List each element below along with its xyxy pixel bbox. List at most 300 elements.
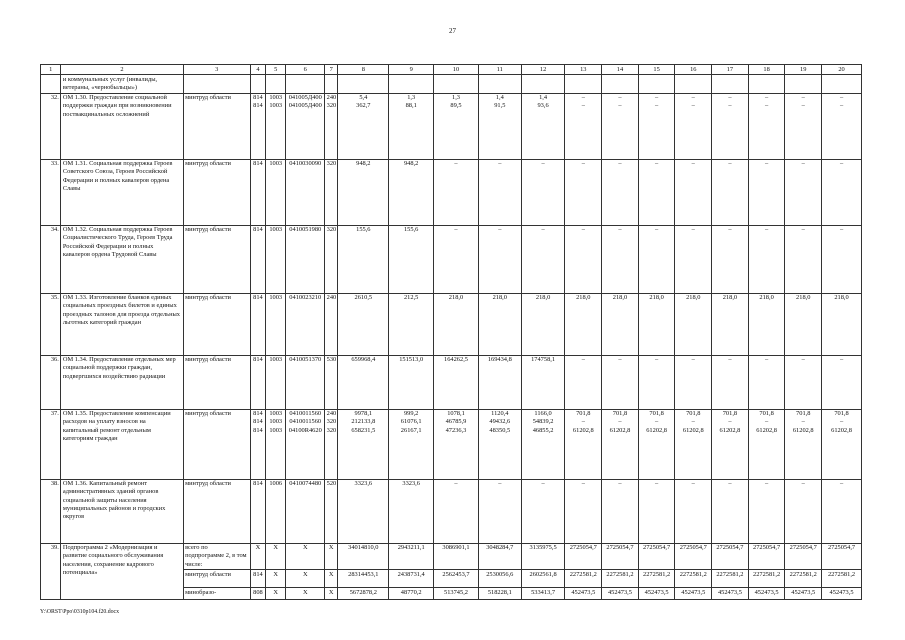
- value: –: [618, 160, 622, 168]
- value: –: [618, 418, 622, 426]
- value-cell: [675, 293, 712, 355]
- value: 61202,8: [646, 426, 668, 434]
- value-cell: [338, 479, 389, 543]
- value: –: [618, 94, 622, 102]
- row-number: 33.: [41, 159, 61, 225]
- value: –: [764, 94, 769, 102]
- table-row: [41, 479, 862, 543]
- value: 701,8: [686, 410, 701, 418]
- value-cell: 2725054,7: [602, 543, 639, 570]
- target-article-code: 0410051980: [286, 225, 325, 293]
- value: –: [691, 160, 695, 168]
- value: 1078,1: [447, 410, 465, 418]
- ministry-code: 808: [250, 588, 265, 600]
- value-cell: [434, 159, 479, 225]
- value-cell: [565, 409, 602, 479]
- value: –: [691, 480, 695, 488]
- empty-cell: [602, 75, 639, 94]
- value: –: [581, 356, 585, 364]
- value: –: [728, 356, 732, 364]
- value: 88,1: [405, 102, 417, 110]
- value-cell: [748, 293, 785, 355]
- executor: минтруд области: [183, 93, 250, 159]
- subprogram-name: Подпрограмма 2 «Модернизация и развитие социального обслуживания населения, сохранение кадрового потенциала»: [61, 543, 183, 600]
- ministry-code: 814 814 814: [250, 409, 265, 479]
- column-number: 7: [325, 65, 338, 75]
- target-article-code: X: [286, 588, 325, 600]
- value: –: [655, 94, 659, 102]
- value-cell: [434, 225, 479, 293]
- row-number: 37.: [41, 409, 61, 479]
- empty-cell: [478, 75, 521, 94]
- executor: минтруд области: [183, 570, 250, 588]
- value-cell: [521, 293, 565, 355]
- empty-cell: [266, 75, 286, 94]
- target-article-code: X: [286, 570, 325, 588]
- value: 999,2: [403, 410, 419, 418]
- value: –: [655, 356, 659, 364]
- value: –: [801, 356, 805, 364]
- value: –: [541, 480, 545, 488]
- value: 54839,2: [532, 418, 554, 426]
- value-cell: [338, 409, 389, 479]
- target-article-code: 0410030090: [286, 159, 325, 225]
- target-article-code: 041005Д400 041005Д400: [286, 93, 325, 159]
- table-row: [41, 409, 862, 479]
- value: –: [801, 480, 805, 488]
- value: –: [618, 356, 622, 364]
- value: 3323,6: [354, 480, 373, 488]
- column-number: 3: [183, 65, 250, 75]
- value-cell: 2725054,7: [748, 543, 785, 570]
- expense-type-code: 240: [325, 293, 338, 355]
- value: –: [454, 226, 458, 234]
- value-cell: [389, 293, 434, 355]
- value-cell: [748, 355, 785, 409]
- value-cell: [434, 355, 479, 409]
- column-number: 10: [434, 65, 479, 75]
- value: 218,0: [492, 294, 507, 302]
- value-cell: [822, 479, 862, 543]
- row-number: 38.: [41, 479, 61, 543]
- value: 46785,9: [445, 418, 467, 426]
- expense-type-code: X: [325, 543, 338, 570]
- value: –: [655, 480, 659, 488]
- value-cell: [478, 293, 521, 355]
- value: 362,7: [356, 102, 371, 110]
- row-number: 32.: [41, 93, 61, 159]
- value: –: [541, 226, 545, 234]
- value: –: [691, 226, 695, 234]
- value-cell: [389, 159, 434, 225]
- value: –: [691, 102, 695, 110]
- ministry-code: 814 814: [250, 93, 265, 159]
- value: –: [498, 160, 502, 168]
- target-article-code: 0410074480: [286, 479, 325, 543]
- value-cell: 34014810,0: [338, 543, 389, 570]
- executor: минтруд области: [183, 479, 250, 543]
- value-cell: [565, 225, 602, 293]
- target-article-code: 0410011560 0410011560 04100R4620: [286, 409, 325, 479]
- value: –: [581, 226, 585, 234]
- value-cell: [638, 159, 675, 225]
- value: 151513,0: [399, 356, 424, 364]
- value: 218,0: [448, 294, 464, 302]
- measure-name: ОМ 1.36. Капитальный ремонт административных зданий органов социальной защиты населения муниципальных районов и городских округов: [61, 479, 183, 543]
- value: –: [581, 418, 585, 426]
- expense-type-code: X: [325, 588, 338, 600]
- value: –: [801, 102, 805, 110]
- value: 1120,4: [491, 410, 509, 418]
- value-cell: [785, 225, 822, 293]
- empty-cell: [434, 75, 479, 94]
- empty-cell: [822, 75, 862, 94]
- column-number: 8: [338, 65, 389, 75]
- value: 1,4: [539, 94, 548, 102]
- value-cell: 2272581,2: [602, 570, 639, 588]
- budget-table: [40, 64, 862, 600]
- value-cell: [822, 293, 862, 355]
- value-cell: [822, 355, 862, 409]
- value-cell: 2438731,4: [389, 570, 434, 588]
- value-cell: [389, 225, 434, 293]
- value-cell: [675, 479, 712, 543]
- section-code: X: [266, 570, 286, 588]
- value: 212133,8: [351, 418, 376, 426]
- value-cell: 48770,2: [389, 588, 434, 600]
- value: 155,6: [403, 226, 419, 234]
- value-cell: [748, 225, 785, 293]
- value-cell: [389, 93, 434, 159]
- value-cell: [712, 355, 749, 409]
- column-number: 13: [565, 65, 602, 75]
- value-cell: [338, 355, 389, 409]
- value: 218,0: [686, 294, 701, 302]
- target-article-code: 0410023210: [286, 293, 325, 355]
- value: 26167,1: [400, 426, 422, 434]
- value-cell: [712, 479, 749, 543]
- executor: минтруд области: [183, 293, 250, 355]
- value-cell: [785, 93, 822, 159]
- ministry-code: 814: [250, 479, 265, 543]
- target-article-code: X: [286, 543, 325, 570]
- row-number: 39.: [41, 543, 61, 600]
- column-number: 5: [266, 65, 286, 75]
- value-cell: [785, 293, 822, 355]
- value-cell: 2943211,1: [389, 543, 434, 570]
- expense-type-code: 320: [325, 225, 338, 293]
- measure-name: ОМ 1.35. Предоставление компенсации расходов на уплату взносов на капитальный ремонт отдельным категориям граждан: [61, 409, 183, 479]
- value-cell: 2602561,8: [521, 570, 565, 588]
- empty-cell: [748, 75, 785, 94]
- column-number: 19: [785, 65, 822, 75]
- ministry-code: 814: [250, 159, 265, 225]
- value: 1,3: [407, 94, 416, 102]
- column-number: 15: [638, 65, 675, 75]
- value: 61202,8: [719, 426, 741, 434]
- value-cell: [521, 409, 565, 479]
- ministry-code: 814: [250, 355, 265, 409]
- value: –: [728, 102, 732, 110]
- value: 701,8: [576, 410, 591, 418]
- value-cell: [602, 409, 639, 479]
- value-cell: 2562453,7: [434, 570, 479, 588]
- value-cell: [675, 225, 712, 293]
- value-cell: [712, 93, 749, 159]
- value: –: [764, 160, 769, 168]
- column-number: 20: [822, 65, 862, 75]
- value: 658231,5: [351, 426, 376, 434]
- value-cell: 2530056,6: [478, 570, 521, 588]
- section-code: 1003 1003: [266, 93, 286, 159]
- expense-type-code: 240 320 320: [325, 409, 338, 479]
- section-code: 1003: [266, 293, 286, 355]
- value-cell: 2725054,7: [638, 543, 675, 570]
- value: 174758,1: [531, 356, 556, 364]
- column-number: 9: [389, 65, 434, 75]
- value: 5,4: [359, 94, 368, 102]
- value: 61202,8: [572, 426, 594, 434]
- ministry-code: 814: [250, 570, 265, 588]
- value-cell: [565, 159, 602, 225]
- value-cell: 2272581,2: [822, 570, 862, 588]
- executor: минтруд области: [183, 225, 250, 293]
- value: 164262,5: [444, 356, 468, 364]
- value: –: [728, 160, 732, 168]
- value: 212,5: [403, 294, 419, 302]
- value: 93,6: [537, 102, 549, 110]
- value: –: [839, 356, 844, 364]
- value-cell: 2272581,2: [785, 570, 822, 588]
- value: 701,8: [722, 410, 738, 418]
- value: –: [801, 226, 805, 234]
- value: 47236,3: [445, 426, 467, 434]
- empty-cell: [183, 75, 250, 94]
- row-number: 34.: [41, 225, 61, 293]
- value-cell: [822, 409, 862, 479]
- column-number: 12: [521, 65, 565, 75]
- measure-name: и коммунальных услуг (инвалиды, ветераны, «чернобыльцы»): [61, 75, 183, 94]
- value: –: [839, 480, 844, 488]
- ministry-code: X: [250, 543, 265, 570]
- value-cell: [478, 159, 521, 225]
- value-cell: 3048284,7: [478, 543, 521, 570]
- value-cell: 452473,5: [748, 588, 785, 600]
- value-cell: 452473,5: [602, 588, 639, 600]
- value: 46855,2: [532, 426, 554, 434]
- executor: минтруд области: [183, 355, 250, 409]
- expense-type-code: 530: [325, 355, 338, 409]
- value: –: [764, 480, 769, 488]
- value: –: [655, 226, 659, 234]
- value-cell: [748, 93, 785, 159]
- value-cell: 3086901,1: [434, 543, 479, 570]
- value: –: [728, 480, 732, 488]
- value-cell: [338, 159, 389, 225]
- empty-cell: [675, 75, 712, 94]
- value-cell: 28314453,1: [338, 570, 389, 588]
- expense-type-code: 240 320: [325, 93, 338, 159]
- value: –: [655, 160, 659, 168]
- value: –: [581, 480, 585, 488]
- value: –: [764, 102, 769, 110]
- value: –: [728, 94, 732, 102]
- value: 2610,5: [354, 294, 373, 302]
- row-number: 36.: [41, 355, 61, 409]
- value: 48350,5: [489, 426, 511, 434]
- value-cell: [748, 159, 785, 225]
- section-code: 1003: [266, 225, 286, 293]
- value-cell: 2725054,7: [712, 543, 749, 570]
- value-cell: [389, 409, 434, 479]
- value: 701,8: [834, 410, 849, 418]
- section-code: 1003: [266, 159, 286, 225]
- row-number-cell: [41, 75, 61, 94]
- measure-name: ОМ 1.31. Социальная поддержка Героев Советского Союза, Героев Российской Федерации и полных кавалеров ордена Славы: [61, 159, 183, 225]
- section-code: X: [266, 543, 286, 570]
- value-cell: [478, 409, 521, 479]
- value-cell: 5672878,2: [338, 588, 389, 600]
- value-cell: [822, 225, 862, 293]
- value-cell: [712, 159, 749, 225]
- value-cell: [675, 409, 712, 479]
- value-cell: [785, 409, 822, 479]
- value: –: [618, 480, 622, 488]
- value: –: [618, 226, 622, 234]
- empty-cell: [389, 75, 434, 94]
- value: 948,2: [356, 160, 371, 168]
- column-number: 2: [61, 65, 183, 75]
- table-row: [41, 93, 862, 159]
- value-cell: 2272581,2: [638, 570, 675, 588]
- ministry-code: 814: [250, 293, 265, 355]
- value: 218,0: [649, 294, 664, 302]
- measure-name: ОМ 1.33. Изготовление бланков единых социальных проездных билетов и единых проездных талонов для проезда отдельных льготных категорий граждан: [61, 293, 183, 355]
- value: –: [728, 226, 732, 234]
- value: –: [764, 226, 769, 234]
- table-row: [41, 355, 862, 409]
- value-cell: [521, 355, 565, 409]
- value-cell: [638, 355, 675, 409]
- value-cell: [565, 93, 602, 159]
- value-cell: [748, 479, 785, 543]
- column-number: 14: [602, 65, 639, 75]
- value: –: [618, 102, 622, 110]
- value: –: [541, 160, 545, 168]
- value-cell: [748, 409, 785, 479]
- value-cell: 452473,5: [822, 588, 862, 600]
- column-number: 18: [748, 65, 785, 75]
- value-cell: [338, 93, 389, 159]
- value-cell: [638, 409, 675, 479]
- section-code: 1003 1003 1003: [266, 409, 286, 479]
- value-cell: [478, 225, 521, 293]
- value: 218,0: [576, 294, 591, 302]
- executor: всего по подпрограмме 2, в том числе:: [183, 543, 250, 570]
- value: 218,0: [612, 294, 628, 302]
- value-cell: 452473,5: [565, 588, 602, 600]
- value: –: [691, 356, 695, 364]
- value-cell: [712, 225, 749, 293]
- value: 218,0: [834, 294, 849, 302]
- value-cell: [602, 93, 639, 159]
- target-article-code: 0410051370: [286, 355, 325, 409]
- value-cell: 533413,7: [521, 588, 565, 600]
- value-cell: [785, 479, 822, 543]
- table-row: [41, 293, 862, 355]
- empty-cell: [250, 75, 265, 94]
- value-cell: [338, 293, 389, 355]
- value: 49432,6: [489, 418, 511, 426]
- measure-name: ОМ 1.32. Социальная поддержка Героев Социалистического Труда, Героев Труда Российской Федерации и полных кавалеров ордена Трудовой Славы: [61, 225, 183, 293]
- value-cell: [638, 93, 675, 159]
- value: 218,0: [722, 294, 738, 302]
- measure-name: ОМ 1.34. Предоставление отдельных мер социальной поддержки граждан, подвергшихся воздействию радиации: [61, 355, 183, 409]
- value-cell: [638, 225, 675, 293]
- value-cell: 2725054,7: [565, 543, 602, 570]
- column-number: 1: [41, 65, 61, 75]
- value: –: [801, 418, 805, 426]
- value-cell: [478, 355, 521, 409]
- value-cell: [675, 93, 712, 159]
- value: 701,8: [612, 410, 628, 418]
- value: 1,3: [452, 94, 460, 102]
- empty-cell: [521, 75, 565, 94]
- value: 701,8: [796, 410, 811, 418]
- value-cell: 2725054,7: [822, 543, 862, 570]
- value: 61202,8: [609, 426, 631, 434]
- expense-type-code: X: [325, 570, 338, 588]
- value-cell: 2272581,2: [675, 570, 712, 588]
- value-cell: 2272581,2: [712, 570, 749, 588]
- value-cell: [389, 355, 434, 409]
- empty-cell: [565, 75, 602, 94]
- value: –: [454, 160, 458, 168]
- value-cell: [712, 293, 749, 355]
- value-cell: [338, 225, 389, 293]
- value-cell: [675, 159, 712, 225]
- value-cell: [434, 293, 479, 355]
- value-cell: [602, 479, 639, 543]
- empty-cell: [286, 75, 325, 94]
- empty-cell: [712, 75, 749, 94]
- value: –: [691, 418, 695, 426]
- value: 89,5: [450, 102, 462, 110]
- value: 218,0: [759, 294, 774, 302]
- value-cell: [521, 479, 565, 543]
- value-cell: [822, 159, 862, 225]
- value-cell: 452473,5: [785, 588, 822, 600]
- value-cell: 452473,5: [638, 588, 675, 600]
- column-number: 11: [478, 65, 521, 75]
- value: –: [839, 102, 844, 110]
- value: 659968,4: [351, 356, 376, 364]
- value: 91,5: [494, 102, 506, 110]
- value-cell: 2272581,2: [565, 570, 602, 588]
- empty-cell: [338, 75, 389, 94]
- value-cell: [521, 159, 565, 225]
- header-row: [41, 65, 862, 75]
- value-cell: [478, 93, 521, 159]
- value-cell: [602, 159, 639, 225]
- value: 3323,6: [402, 480, 420, 488]
- table-row: [41, 75, 862, 94]
- empty-cell: [785, 75, 822, 94]
- value: 169434,8: [487, 356, 512, 364]
- value: 61076,1: [400, 418, 422, 426]
- value-cell: [602, 355, 639, 409]
- column-number: 4: [250, 65, 265, 75]
